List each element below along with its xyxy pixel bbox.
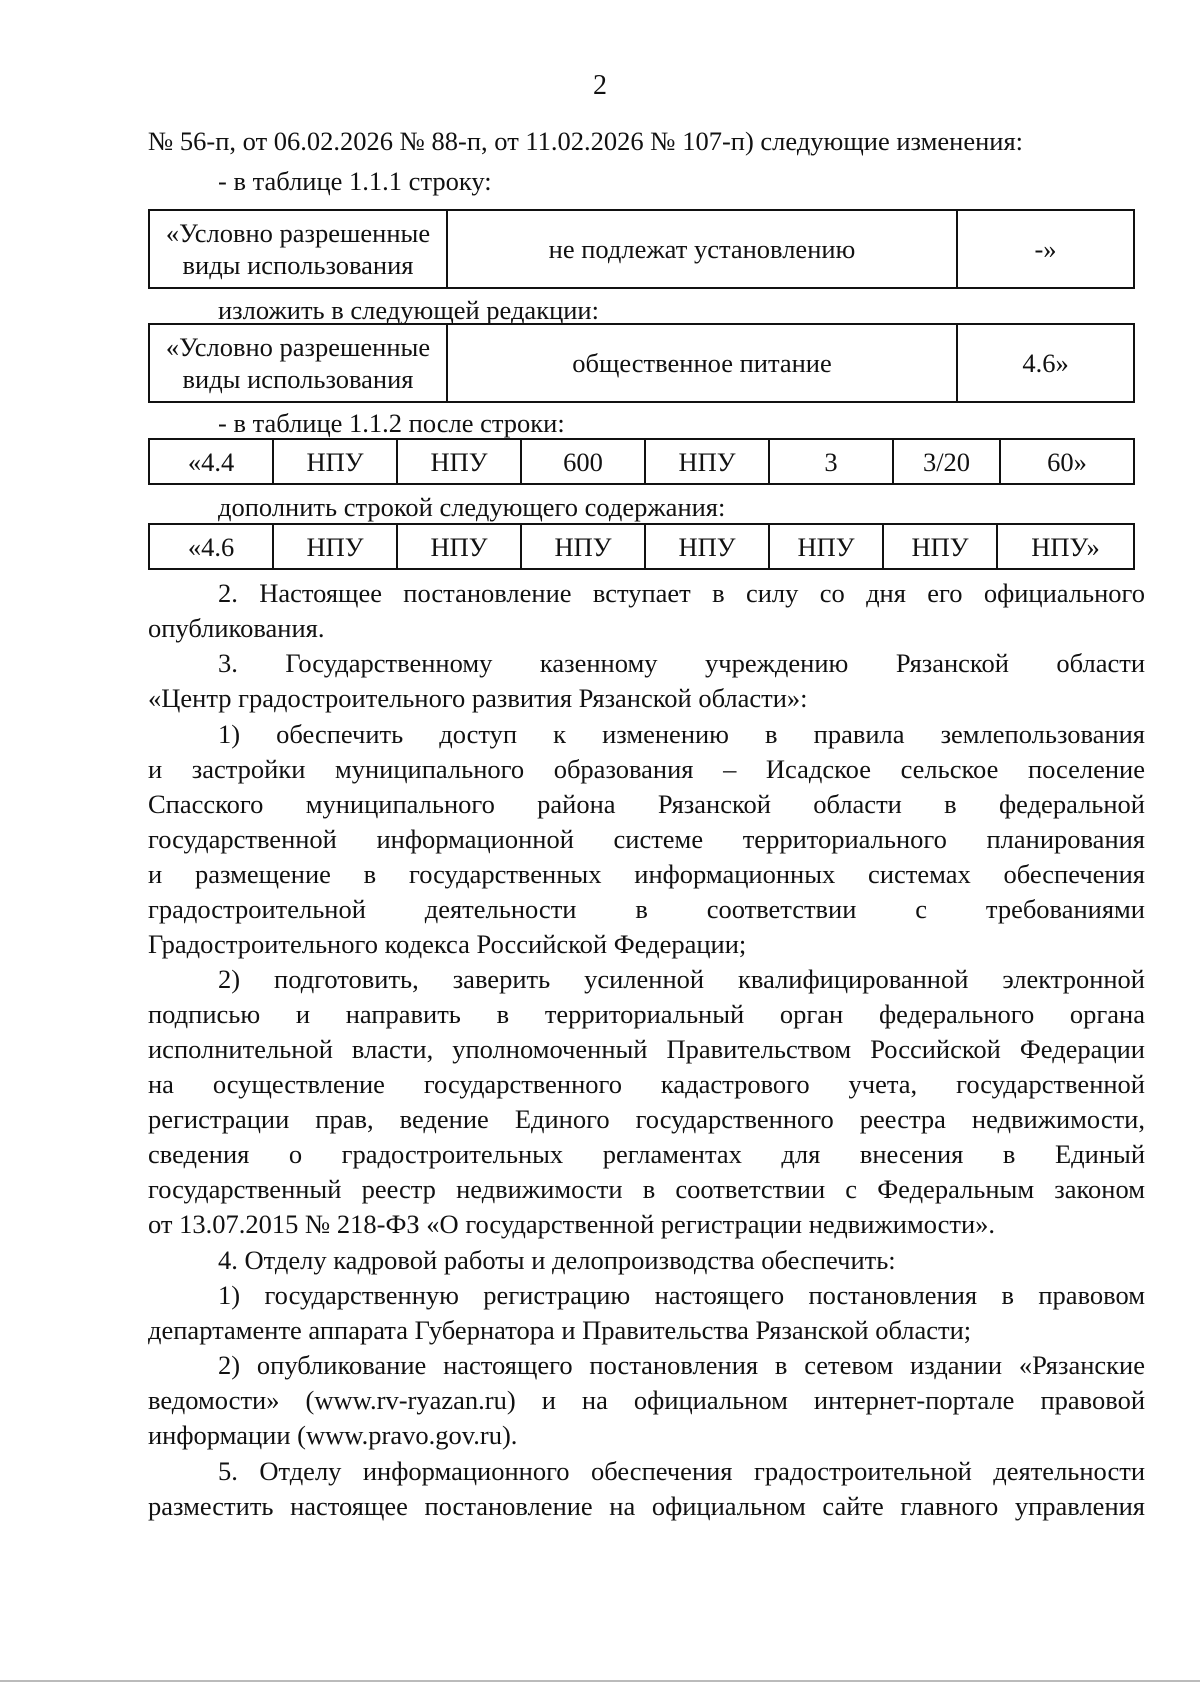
paragraph-line: на осуществление государственного кадастрового учета, государственной xyxy=(148,1069,1145,1099)
table-old-label xyxy=(149,210,447,288)
intro-line: № 56-п, от 06.02.2026 № 88-п, от 11.02.2026 № 107-п) следующие изменения: xyxy=(148,126,1023,156)
row-existing-cell: 60» xyxy=(1000,439,1134,484)
edit-intro: изложить в следующей редакции: xyxy=(218,295,599,325)
table-new-code: 4.6» xyxy=(957,324,1134,402)
row-existing xyxy=(148,438,1135,485)
paragraph-line: регистрации прав, ведение Единого государственного реестра недвижимости, xyxy=(148,1104,1145,1134)
table-new-value: общественное питание xyxy=(447,324,957,402)
row-added-cell: НПУ xyxy=(397,524,521,569)
table-new-label xyxy=(149,324,447,402)
paragraph-line: 3. Государственному казенному учреждению Рязанской области xyxy=(218,648,1145,678)
row-added-cell: НПУ xyxy=(273,524,397,569)
paragraph-line: Градостроительного кодекса Российской Федерации; xyxy=(148,929,747,959)
table-new-label-line1: «Условно разрешенные xyxy=(165,332,431,362)
table-old-code: -» xyxy=(957,210,1134,288)
table-112-intro: - в таблице 1.1.2 после строки: xyxy=(218,408,565,438)
paragraph-line: 2) подготовить, заверить усиленной квалифицированной электронной xyxy=(218,964,1145,994)
paragraph-line: Спасского муниципального района Рязанской области в федеральной xyxy=(148,789,1145,819)
paragraph-line: 2. Настоящее постановление вступает в силу со дня его официального xyxy=(218,578,1145,608)
row-existing-cell: НПУ xyxy=(645,439,769,484)
row-existing-cell: 600 xyxy=(521,439,645,484)
paragraph-line: государственной информационной системе территориального планирования xyxy=(148,824,1145,854)
paragraph-line: информации (www.pravo.gov.ru). xyxy=(148,1420,518,1450)
page-number: 2 xyxy=(593,70,607,101)
table-old-value: не подлежат установлению xyxy=(447,210,957,288)
paragraph-line: и застройки муниципального образования – Исадское сельское поселение xyxy=(148,754,1145,784)
table-old-label-line2: виды использования xyxy=(182,250,414,280)
paragraph-line: разместить настоящее постановление на официальном сайте главного управления xyxy=(148,1491,1145,1521)
paragraph-line: исполнительной власти, уполномоченный Правительством Российской Федерации xyxy=(148,1034,1145,1064)
paragraph-line: подписью и направить в территориальный орган федерального органа xyxy=(148,999,1145,1029)
table-111-intro: - в таблице 1.1.1 строку: xyxy=(218,166,492,196)
table-new-row xyxy=(148,323,1135,403)
paragraph-line: опубликования. xyxy=(148,613,325,643)
row-added-cell: НПУ xyxy=(521,524,645,569)
row-added-cell: НПУ xyxy=(883,524,997,569)
table-old-label-line1: «Условно разрешенные xyxy=(165,218,431,248)
paragraph-line: государственный реестр недвижимости в соответствии с Федеральным законом xyxy=(148,1174,1145,1204)
row-added xyxy=(148,523,1135,570)
row-existing-cell: НПУ xyxy=(273,439,397,484)
paragraph-line: 1) обеспечить доступ к изменению в правила землепользования xyxy=(218,719,1145,749)
table-new-label-line2: виды использования xyxy=(182,364,414,394)
paragraph-line: департаменте аппарата Губернатора и Правительства Рязанской области; xyxy=(148,1315,972,1345)
row-existing-cell: НПУ xyxy=(397,439,521,484)
paragraph-line: 5. Отделу информационного обеспечения градостроительной деятельности xyxy=(218,1456,1145,1486)
add-intro: дополнить строкой следующего содержания: xyxy=(218,492,726,522)
row-added-cell: НПУ xyxy=(645,524,769,569)
paragraph-line: ведомости» (www.rv-ryazan.ru) и на официальном интернет-портале правовой xyxy=(148,1385,1145,1415)
paragraph-line: и размещение в государственных информационных системах обеспечения xyxy=(148,859,1145,889)
paragraph-line: «Центр градостроительного развития Рязанской области»: xyxy=(148,683,808,713)
paragraph-line: 2) опубликование настоящего постановления в сетевом издании «Рязанские xyxy=(218,1350,1145,1380)
row-added-cell: НПУ» xyxy=(997,524,1134,569)
paragraph-line: от 13.07.2015 № 218-ФЗ «О государственной регистрации недвижимости». xyxy=(148,1209,996,1239)
row-existing-cell: «4.4 xyxy=(149,439,273,484)
paragraph-line: 1) государственную регистрацию настоящего постановления в правовом xyxy=(218,1280,1145,1310)
table-old-row xyxy=(148,209,1135,289)
scan-edge-line xyxy=(0,1680,1200,1682)
row-added-cell: НПУ xyxy=(769,524,883,569)
paragraph-line: 4. Отделу кадровой работы и делопроизводства обеспечить: xyxy=(218,1245,896,1275)
paragraph-line: градостроительной деятельности в соответствии с требованиями xyxy=(148,894,1145,924)
row-existing-cell: 3/20 xyxy=(893,439,1000,484)
row-added-cell: «4.6 xyxy=(149,524,273,569)
row-existing-cell: 3 xyxy=(769,439,893,484)
paragraph-line: сведения о градостроительных регламентах для внесения в Единый xyxy=(148,1139,1145,1169)
